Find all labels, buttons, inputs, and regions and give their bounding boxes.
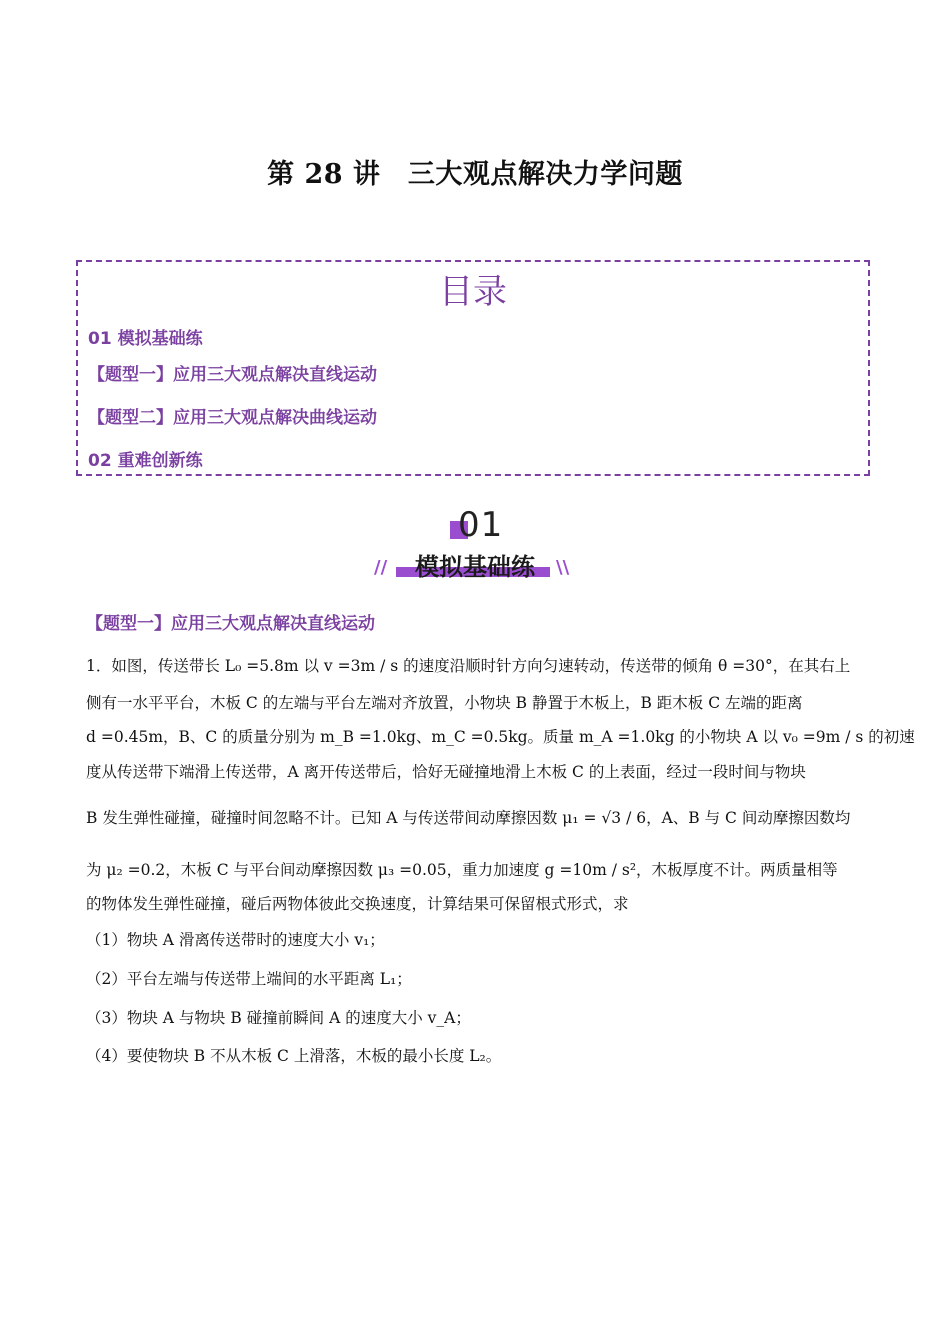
toc-heading: 目录 [439, 272, 507, 312]
toc-item-advanced[interactable]: 02 重难创新练 [88, 451, 203, 471]
section-type-heading: 【题型一】应用三大观点解决直线运动 [86, 614, 375, 634]
banner-slash-right: \\ [556, 557, 570, 578]
problem-line: 的物体发生弹性碰撞，碰后两物体彼此交换速度，计算结果可保留根式形式，求 [86, 895, 629, 913]
problem-line: 侧有一水平平台，木板 C 的左端与平台左端对齐放置，小物块 B 静置于木板上，B 距木板 C 左端的距离 [86, 694, 803, 712]
problem-line: d =0.45m，B、C 的质量分别为 m_B =1.0kg、m_C =0.5kg。质量 m_A =1.0kg 的小物块 A 以 v₀ =9m / s 的初速 [86, 728, 915, 746]
banner-label: 模拟基础练 [415, 553, 535, 581]
toc-item-basic[interactable]: 01 模拟基础练 [88, 329, 203, 349]
banner-slash-left: // [374, 557, 388, 578]
toc-item-type-one[interactable]: 【题型一】应用三大观点解决直线运动 [88, 365, 377, 385]
table-of-contents [76, 260, 870, 476]
question-item: （3）物块 A 与物块 B 碰撞前瞬间 A 的速度大小 v_A； [86, 1009, 471, 1027]
question-item: （4）要使物块 B 不从木板 C 上滑落，木板的最小长度 L₂。 [86, 1047, 502, 1065]
banner-number: 01 [458, 505, 504, 545]
question-item: （2）平台左端与传送带上端间的水平距离 L₁； [86, 970, 412, 988]
problem-line: 1．如图，传送带长 L₀ =5.8m 以 v =3m / s 的速度沿顺时针方向匀速转动，传送带的倾角 θ =30°，在其右上 [86, 657, 851, 675]
toc-item-type-two[interactable]: 【题型二】应用三大观点解决曲线运动 [88, 408, 377, 428]
page-title: 第 28 讲 三大观点解决力学问题 [267, 159, 683, 190]
problem-line: B 发生弹性碰撞，碰撞时间忽略不计。已知 A 与传送带间动摩擦因数 μ₁ = √3 / 6，A、B 与 C 间动摩擦因数均 [86, 809, 851, 827]
section-banner [370, 505, 580, 585]
problem-line: 为 μ₂ =0.2，木板 C 与平台间动摩擦因数 μ₃ =0.05，重力加速度 g =10m / s²，木板厚度不计。两质量相等 [86, 861, 838, 879]
question-item: （1）物块 A 滑离传送带时的速度大小 v₁； [86, 931, 385, 949]
problem-line: 度从传送带下端滑上传送带，A 离开传送带后，恰好无碰撞地滑上木板 C 的上表面，经过一段时间与物块 [86, 763, 806, 781]
